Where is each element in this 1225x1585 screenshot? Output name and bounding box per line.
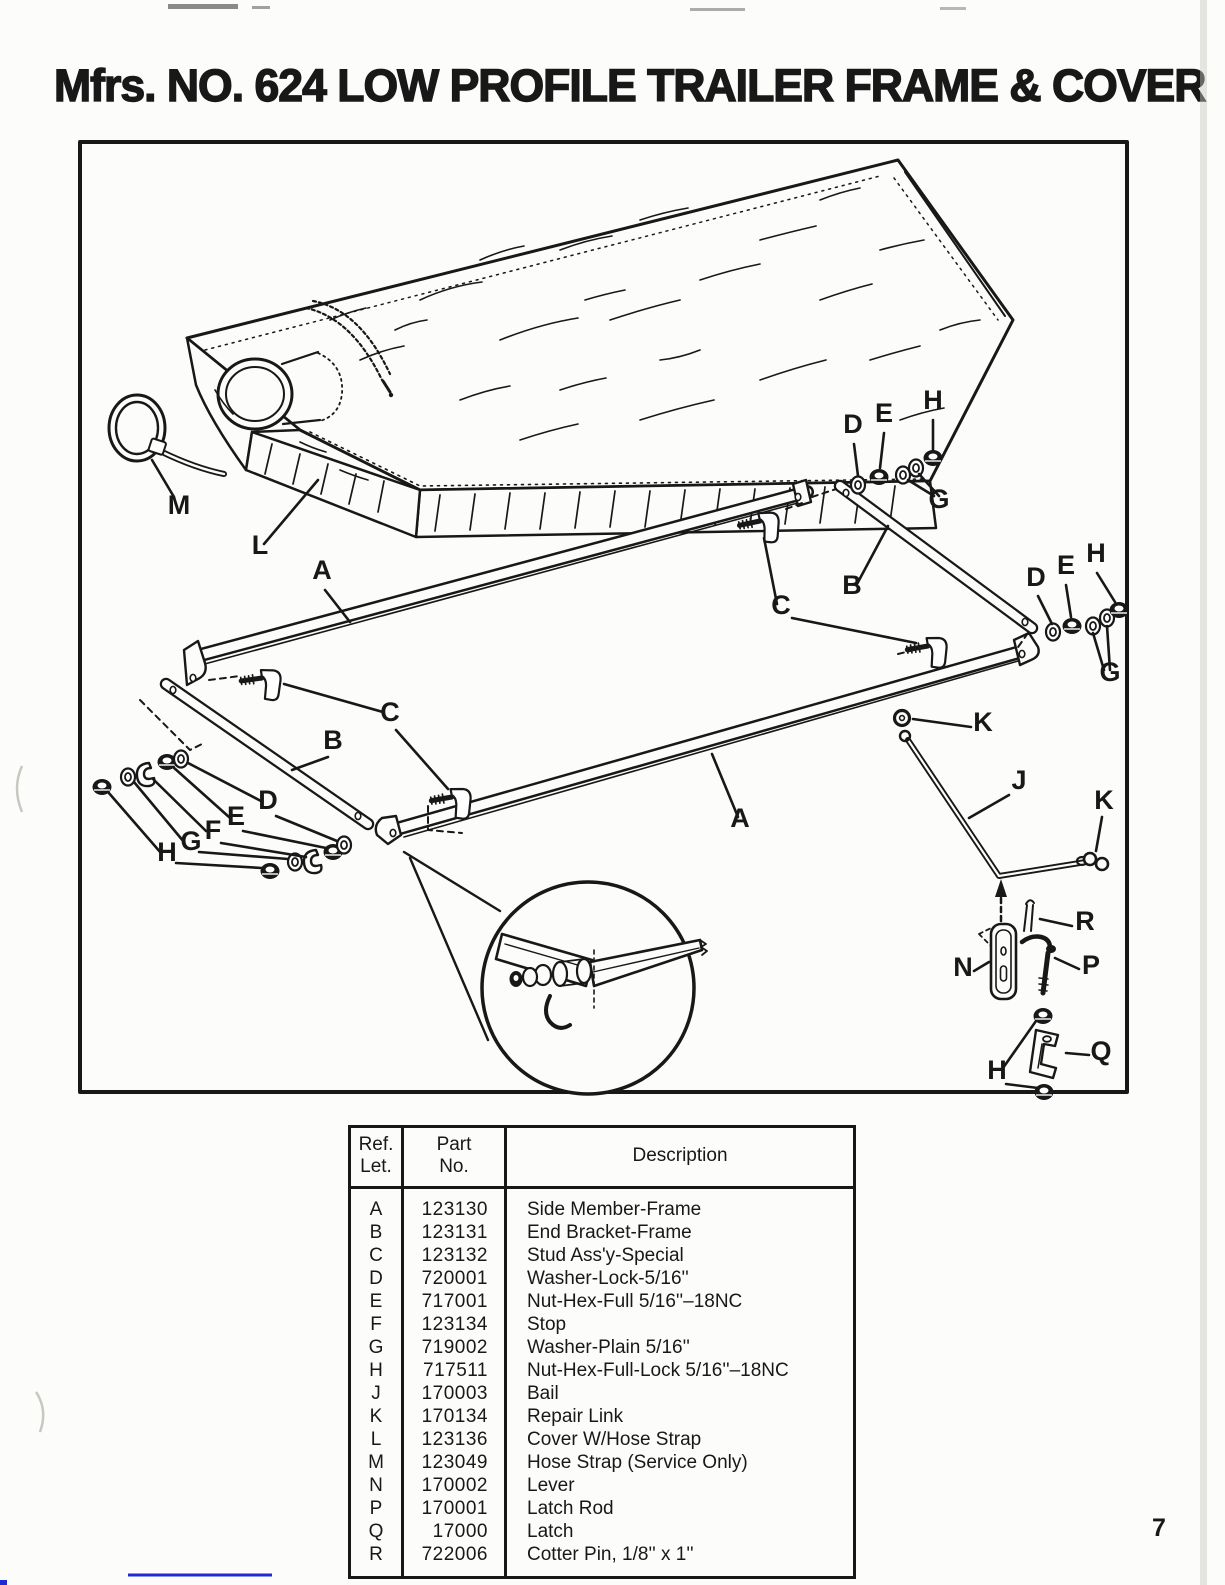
callout-g-top: G [928,484,950,514]
stud-assembly-right [906,635,950,673]
callout-e-right: E [1056,550,1076,580]
table-row [350,1245,855,1268]
callout-f-left: F [204,815,222,845]
part-number-cell: 170002 [403,1475,506,1498]
ref-letter-cell: D [350,1268,403,1291]
description-cell: End Bracket-Frame [527,1222,692,1244]
ref-letter-cell: A [350,1187,403,1222]
callout-k-top: K [973,707,993,737]
column-header-description: Description [506,1127,855,1188]
table-row [350,1452,855,1475]
part-number-cell: 170001 [403,1498,506,1521]
ref-letter-cell: N [350,1475,403,1498]
callout-g-right: G [1099,657,1121,687]
latch-part [1030,1030,1058,1078]
page-title: Mfrs. NO. 624 LOW PROFILE TRAILER FRAME & COVER [54,60,1206,111]
callout-d-left: D [258,785,278,815]
callout-e-top: E [874,398,894,428]
part-number-cell: 720001 [403,1268,506,1291]
hardware-left-cluster [93,751,352,880]
nut-hex-lock-lower [1035,1084,1054,1100]
callout-d-right: D [1026,562,1046,592]
cover-part [187,160,1013,537]
ref-letter-cell: F [350,1314,403,1337]
callout-a-bottom: A [730,803,750,833]
ref-letter-cell: G [350,1337,403,1360]
callout-r: R [1075,906,1095,936]
page-number: 7 [1152,1514,1166,1542]
callout-b-left: B [323,725,343,755]
ref-letter-cell: L [350,1429,403,1452]
callout-e-left: E [226,801,246,831]
part-number-cell: 717001 [403,1291,506,1314]
callout-h-left: H [157,837,177,867]
ref-letter-cell: H [350,1360,403,1383]
ref-letter-cell: E [350,1291,403,1314]
callout-h-bottom: H [987,1055,1007,1085]
part-number-cell: 123049 [403,1452,506,1475]
parts-table-header [350,1127,855,1188]
description-cell: Nut-Hex-Full 5/16''–18NC [527,1291,743,1313]
table-row [350,1360,855,1383]
part-number-cell: 123130 [403,1187,506,1222]
latch-rod-part [1022,937,1056,993]
callout-a-top: A [312,555,332,585]
ref-letter-cell: J [350,1383,403,1406]
callout-g-left: G [180,826,202,856]
table-row [350,1544,855,1578]
description-cell: Latch [527,1521,574,1543]
ref-letter-cell: B [350,1222,403,1245]
part-number-cell: 123136 [403,1429,506,1452]
description-cell: Stop [527,1314,567,1336]
part-number-cell: 722006 [403,1544,506,1578]
description-cell: Stud Ass'y-Special [527,1245,684,1267]
callout-m: M [167,490,191,520]
ref-letter-cell: M [350,1452,403,1475]
ref-letter-cell: P [350,1498,403,1521]
table-row [350,1383,855,1406]
callout-c-top: C [771,590,791,620]
ref-letter-cell: R [350,1544,403,1578]
description-cell: Nut-Hex-Full-Lock 5/16''–18NC [527,1360,789,1382]
callout-h-top: H [923,385,943,415]
table-row [350,1429,855,1452]
callout-p: P [1081,950,1101,980]
part-number-cell: 717511 [403,1360,506,1383]
callout-k-right: K [1094,785,1114,815]
description-cell: Cover W/Hose Strap [527,1429,702,1451]
table-row [350,1268,855,1291]
column-header-part-no: Part No. [403,1127,506,1188]
description-cell: Cotter Pin, 1/8'' x 1'' [527,1544,694,1566]
part-number-cell: 123131 [403,1222,506,1245]
part-number-cell: 170134 [403,1406,506,1429]
part-number-cell: 170003 [403,1383,506,1406]
parts-table-body [350,1187,855,1577]
description-cell: Washer-Lock-5/16'' [527,1268,689,1290]
part-number-cell: 17000 [403,1521,506,1544]
description-cell: Side Member-Frame [527,1199,702,1221]
hardware-right-cluster [1046,602,1129,641]
detail-inset [404,852,707,1094]
description-cell: Latch Rod [527,1498,614,1520]
callout-j: J [1011,765,1027,795]
table-row [350,1475,855,1498]
part-number-cell: 123132 [403,1245,506,1268]
callout-d-top: D [843,409,863,439]
assembly-arrow [995,879,1007,930]
ref-letter-cell: Q [350,1521,403,1544]
table-row [350,1314,855,1337]
description-cell: Lever [527,1475,575,1497]
callout-q: Q [1090,1036,1112,1066]
table-row [350,1521,855,1544]
description-cell: Bail [527,1383,559,1405]
description-cell: Repair Link [527,1406,624,1428]
description-cell: Hose Strap (Service Only) [527,1452,748,1474]
part-number-cell: 123134 [403,1314,506,1337]
table-row [350,1222,855,1245]
callout-l: L [251,530,269,560]
callout-n: N [953,952,973,982]
ref-letter-cell: C [350,1245,403,1268]
callout-h-right: H [1086,538,1106,568]
table-row [350,1498,855,1521]
stud-assembly-left [240,668,283,705]
cotter-pin-part [1024,900,1034,931]
ref-letter-cell: K [350,1406,403,1429]
repair-link-part [1084,853,1108,870]
table-row [350,1291,855,1314]
table-row [350,1406,855,1429]
callout-b-right: B [842,570,862,600]
lever-part [979,924,1016,999]
part-number-cell: 719002 [403,1337,506,1360]
table-row [350,1187,855,1222]
description-cell: Washer-Plain 5/16'' [527,1337,690,1359]
table-row [350,1337,855,1360]
column-header-ref-let: Ref. Let. [350,1127,403,1188]
callout-c-left: C [380,697,400,727]
parts-table [348,1125,856,1579]
